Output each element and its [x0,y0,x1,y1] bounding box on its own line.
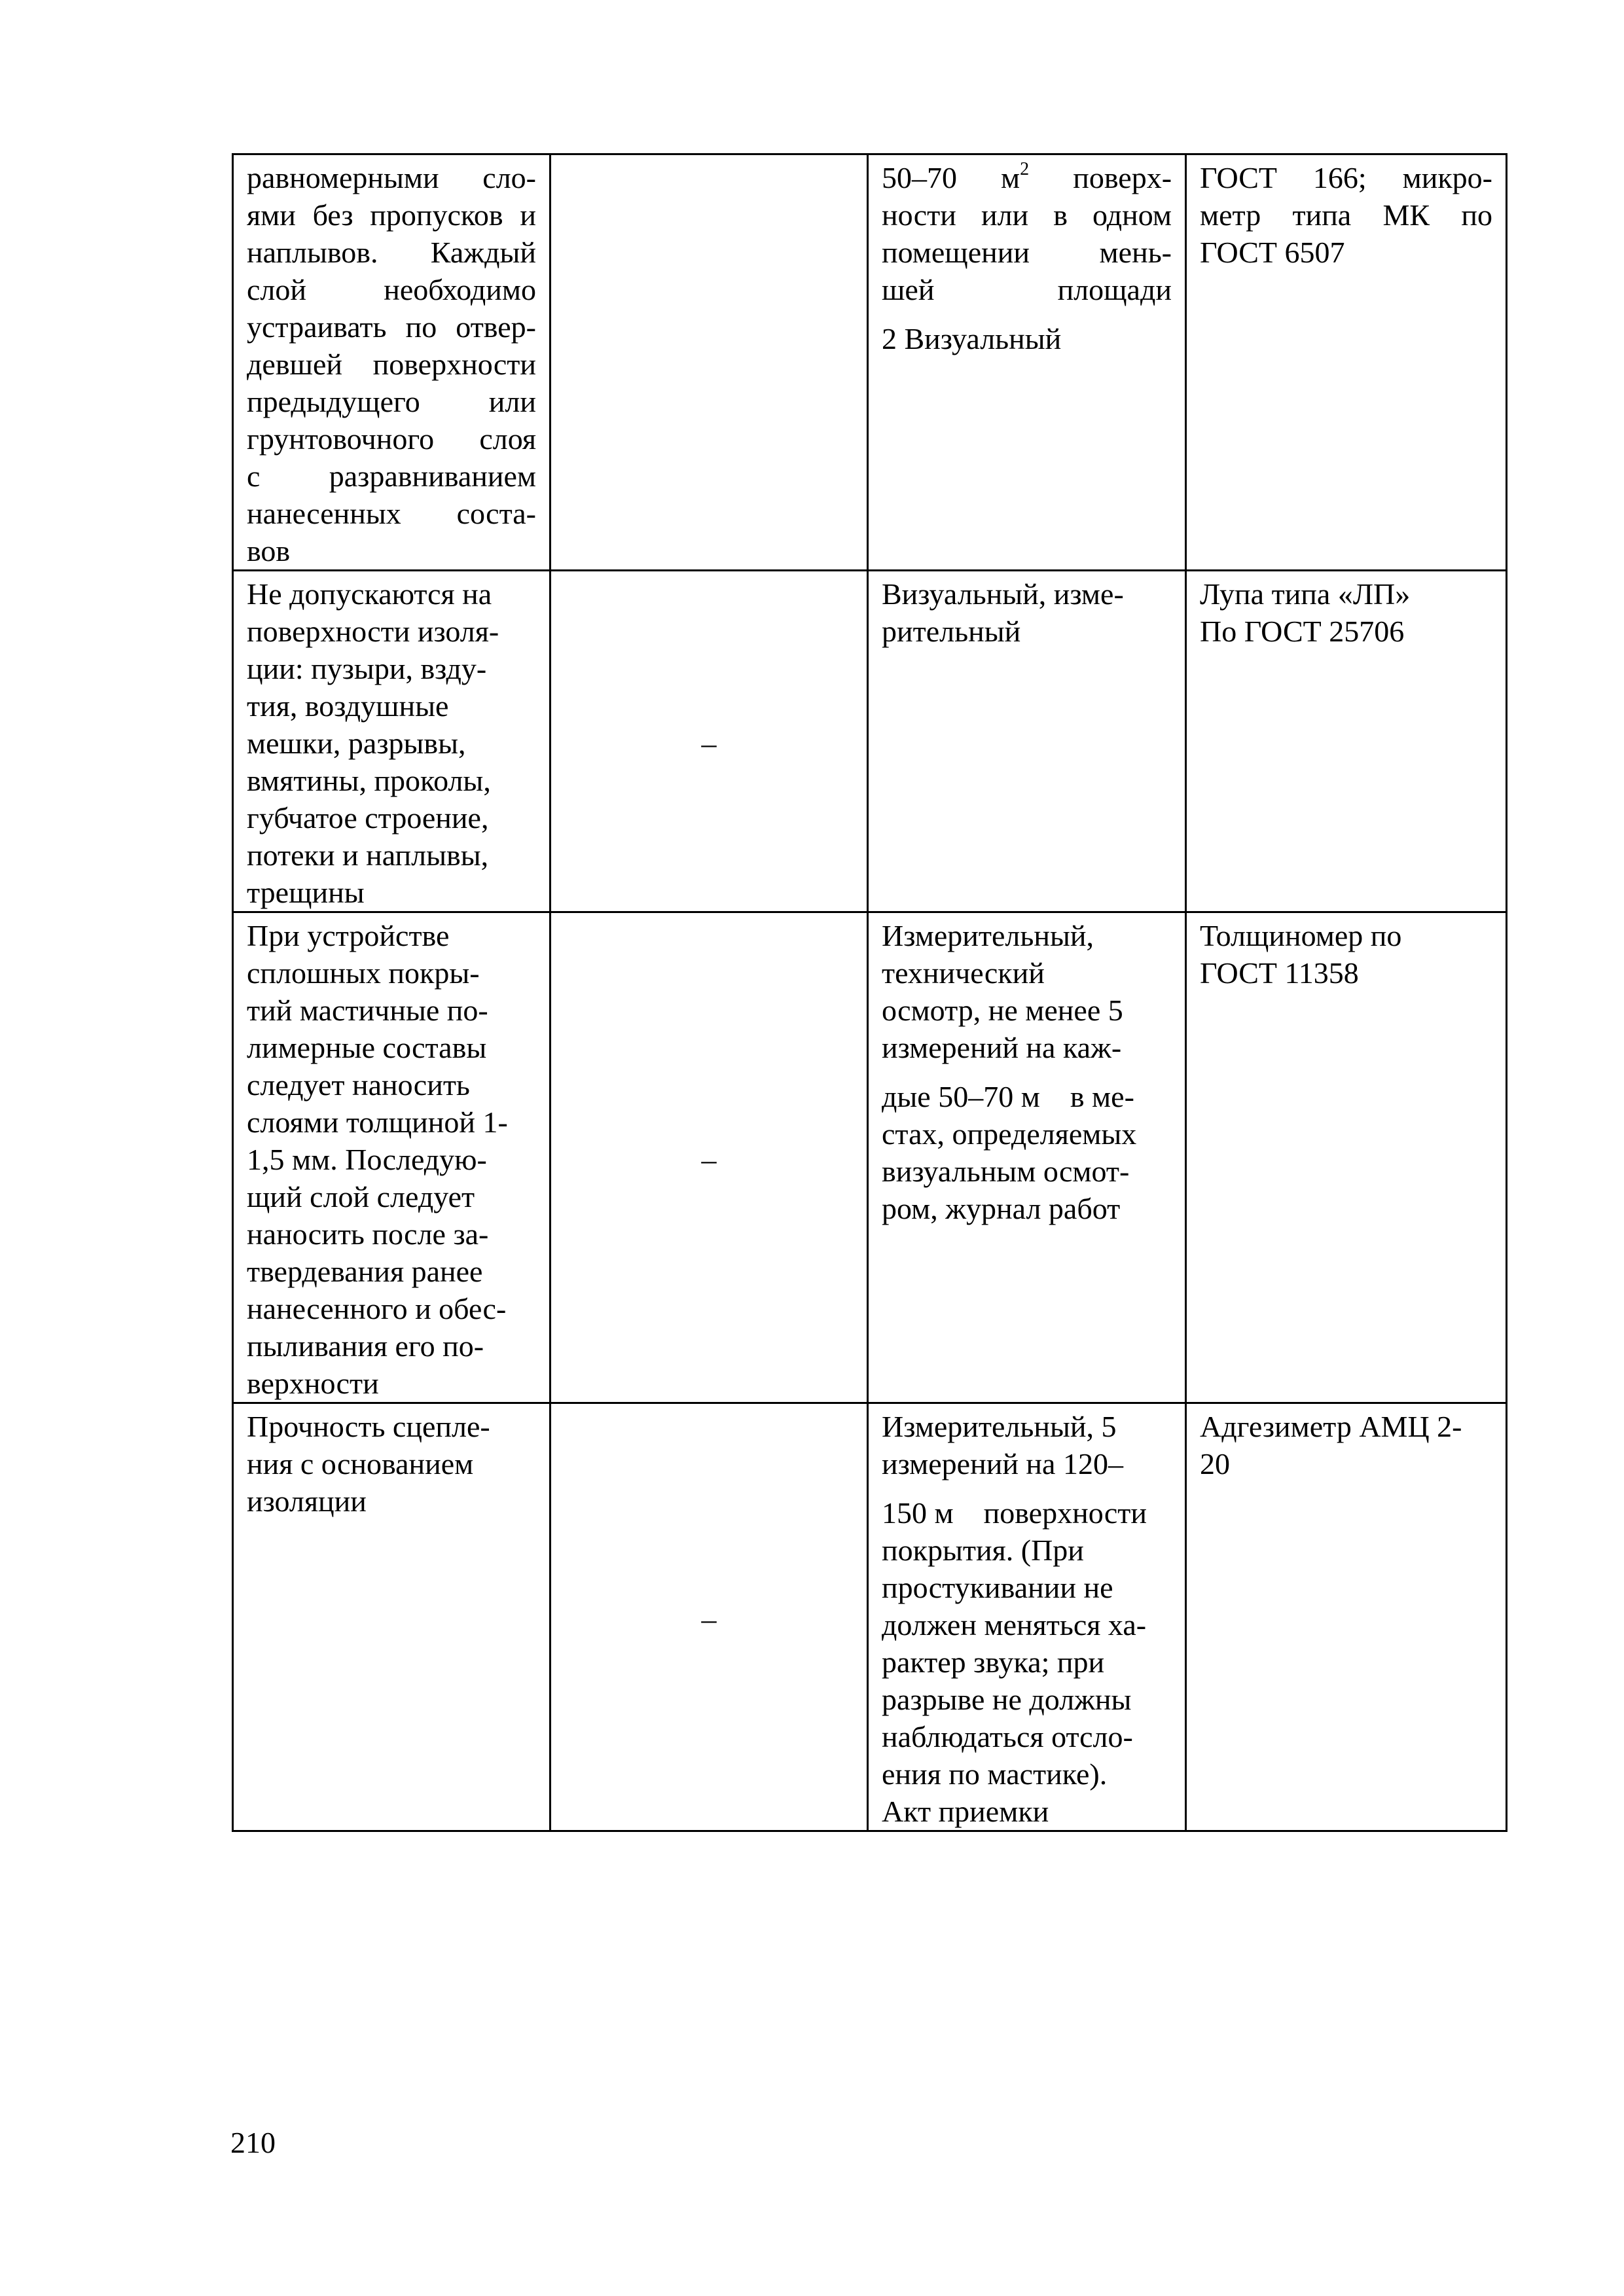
tolerance-cell: – [550,1403,868,1831]
instrument-cell: Адгезиметр АМЦ 2- 20 [1186,1403,1507,1831]
requirement-cell: Прочность сцепле- ния с основанием изоляции [233,1403,550,1831]
requirement-cell: равномерными сло- ями без пропусков и наплывов. Каждый слой необходимо устраивать по отвер- девшей поверхности предыдущего или грунтовочного слоя с разравниванием нанесенных соста- вов [233,154,550,571]
tolerance-cell: – [550,912,868,1403]
control-method-cell: Измерительный, технический осмотр, не менее 5 измерений на каж- дые 50–70 м в ме- стах, определяемых визуальным осмот- ром, журнал работ [868,912,1186,1403]
control-method-cell: Измерительный, 5 измерений на 120– 150 м поверхности покрытия. (При простукивании не должен меняться ха- рактер звука; при разрыве не должны наблюдаться отсло- ения по мастике). Акт приемки [868,1403,1186,1831]
table-row [233,154,1507,571]
instrument-cell: ГОСТ 166; микро- метр типа МК по ГОСТ 6507 [1186,154,1507,571]
requirements-table [232,153,1507,1832]
tolerance-cell: – [550,571,868,912]
page-number: 210 [230,2126,276,2159]
area-line: 50–70 $м^2$ поверх- [882,159,1172,194]
requirement-cell: При устройстве сплошных покры- тий мастичные по- лимерные составы следует наносить слоями толщиной 1- 1,5 мм. Последую- щий слой следует наносить после за- твердевания ранее нанесенного и обес- пыливания его по- верхности [233,912,550,1403]
requirement-cell: Не допускаются на поверхности изоля- ции: пузыри, взду- тия, воздушные мешки, разрывы, вмятины, проколы, губчатое строение, потеки и наплывы, трещины [233,571,550,912]
instrument-cell: Толщиномер по ГОСТ 11358 [1186,912,1507,1403]
table-row [233,571,1507,912]
table-row [233,1403,1507,1831]
tolerance-cell [550,154,868,571]
control-method-cell: Визуальный, изме- рительный [868,571,1186,912]
instrument-cell: Лупа типа «ЛП» По ГОСТ 25706 [1186,571,1507,912]
table-row [233,912,1507,1403]
control-method-cell: 50–70 $м^2$ поверх- ности или в одном помещении мень- шей площади 2 Визуальный [868,154,1186,571]
